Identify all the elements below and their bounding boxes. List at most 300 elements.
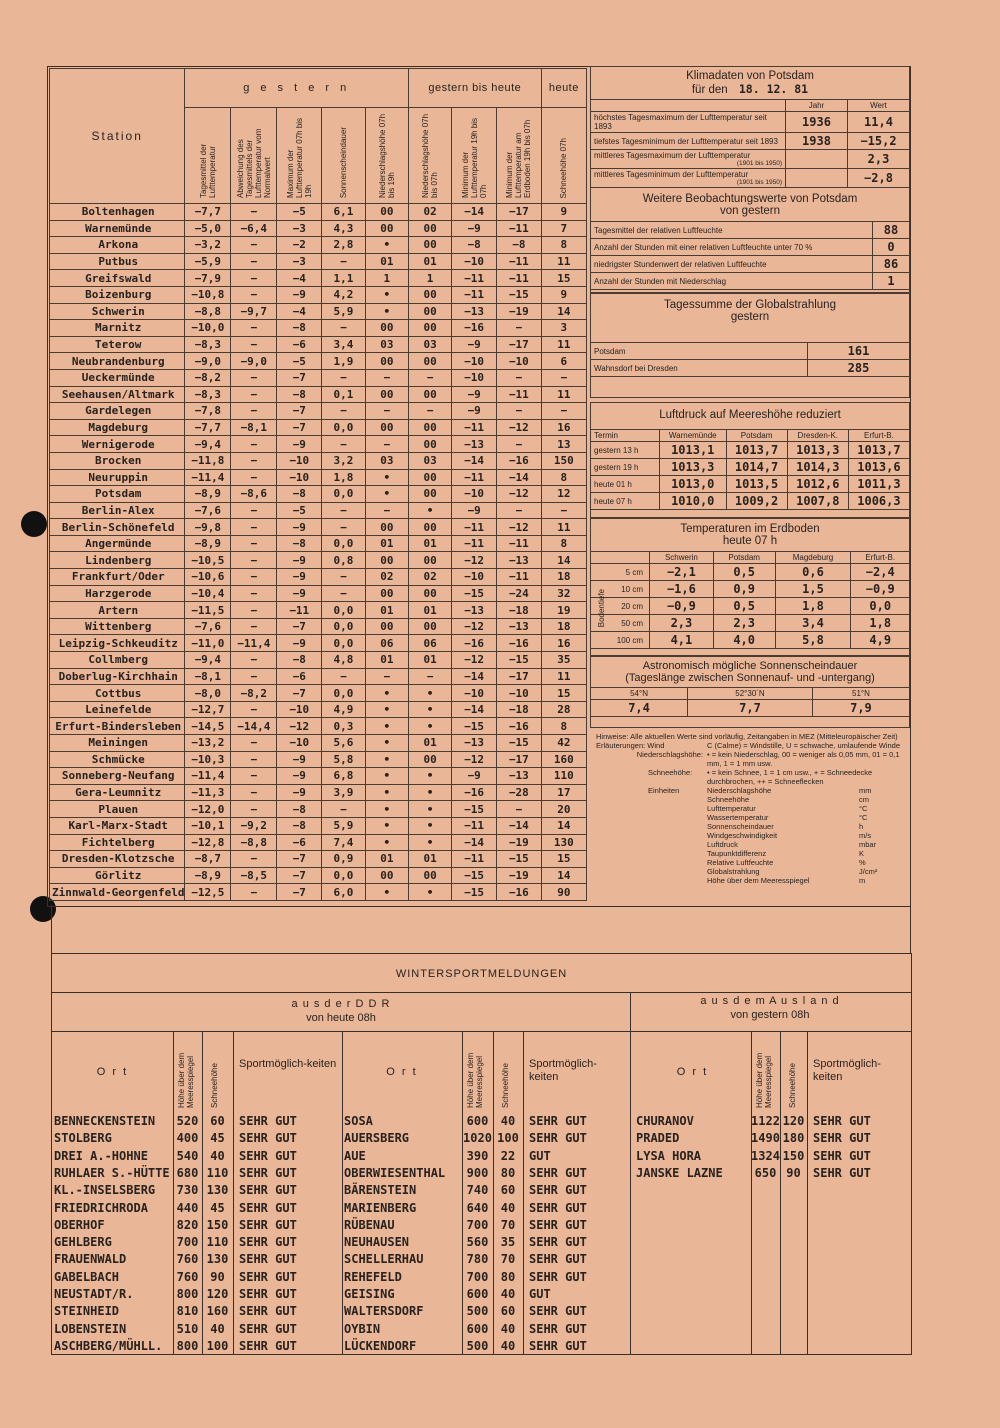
- station-value: −10: [452, 685, 497, 702]
- station-value: −11: [496, 569, 541, 586]
- erdboden-row: 100 cm 4,1 4,0 5,8 4,9: [591, 632, 909, 649]
- heute-header: heute: [541, 69, 586, 108]
- station-value: 13: [541, 436, 586, 453]
- station-value: •: [365, 486, 408, 503]
- erdboden-row: 50 cm 2,3 2,3 3,4 1,8: [591, 615, 909, 632]
- station-value: −10,0: [185, 320, 231, 337]
- station-value: −7,9: [185, 270, 231, 287]
- station-value: −15: [496, 735, 541, 752]
- einheit-row: Wassertemperatur °C: [707, 813, 868, 822]
- station-name: Boltenhagen: [50, 204, 185, 221]
- luftdruck-row: heute 01 h 1013,0 1013,5 1012,6 1011,3: [591, 476, 909, 493]
- station-value: −17: [496, 668, 541, 685]
- station-value: −9,4: [185, 436, 231, 453]
- luftdruck-row: gestern 19 h 1013,3 1014,7 1014,3 1013,6: [591, 459, 909, 476]
- einheit-row: Globalstrahlung J/cm²: [707, 867, 878, 876]
- station-value: −11: [452, 270, 497, 287]
- table-row: [50, 519, 587, 536]
- station-value: 11: [541, 253, 586, 270]
- station-value: 15: [541, 685, 586, 702]
- station-value: −9: [277, 436, 322, 453]
- station-value: −9,4: [185, 652, 231, 669]
- station-value: −14: [452, 834, 497, 851]
- station-value: •: [408, 817, 451, 834]
- station-value: −11,4: [185, 469, 231, 486]
- station-value: −9,2: [231, 817, 277, 834]
- station-value: −11,4: [231, 635, 277, 652]
- station-value: −8,5: [231, 867, 277, 884]
- station-value: −11: [452, 286, 497, 303]
- station-value: −8,3: [185, 336, 231, 353]
- station-value: •: [408, 784, 451, 801]
- station-value: •: [365, 884, 408, 901]
- station-value: 02: [408, 569, 451, 586]
- station-value: •: [365, 751, 408, 768]
- station-value: 0,8: [322, 552, 366, 569]
- col-header: Maximum der Lufttemperatur 07h bis 19h: [277, 108, 322, 204]
- einheit-row: Relative Luftfeuchte %: [707, 858, 866, 867]
- station-name: Berlin-Alex: [50, 502, 185, 519]
- station-value: −: [322, 569, 366, 586]
- station-name: Görlitz: [50, 867, 185, 884]
- gestern-header: g e s t e r n: [185, 69, 409, 108]
- station-name: Schwerin: [50, 303, 185, 320]
- station-value: −6: [277, 834, 322, 851]
- station-value: −9,0: [231, 353, 277, 370]
- station-value: 4,9: [322, 701, 366, 718]
- station-value: 00: [365, 618, 408, 635]
- klima-title: Klimadaten von Potsdam: [686, 70, 814, 82]
- station-value: −13,2: [185, 735, 231, 752]
- station-value: −7,6: [185, 502, 231, 519]
- station-value: −8,0: [185, 685, 231, 702]
- einheit-row: Windgeschwindigkeit m/s: [707, 831, 872, 840]
- klima-date: 18. 12. 81: [738, 82, 809, 96]
- station-value: −3: [277, 253, 322, 270]
- weitere-row: Anzahl der Stunden mit einer relativen Luftfeuchte unter 70 % 0: [591, 239, 909, 256]
- station-value: −: [231, 320, 277, 337]
- station-value: −5: [277, 204, 322, 221]
- station-value: −12,8: [185, 834, 231, 851]
- luftdruck-row: heute 07 h 1010,0 1009,2 1007,8 1006,3: [591, 493, 909, 510]
- station-value: −: [231, 270, 277, 287]
- ausland-heading: a u s d e m A u s l a n d von gestern 08h: [700, 995, 840, 1021]
- station-value: −8: [277, 486, 322, 503]
- station-value: −8: [277, 652, 322, 669]
- table-row: [50, 220, 587, 237]
- table-row: [50, 286, 587, 303]
- station-value: −7,8: [185, 403, 231, 420]
- table-row: [50, 585, 587, 602]
- station-value: −8: [277, 386, 322, 403]
- station-value: 11: [541, 668, 586, 685]
- station-value: 11: [541, 336, 586, 353]
- station-value: −4: [277, 270, 322, 287]
- klima-row: mittleres Tagesminimum der Lufttemperatur (1901 bis 1950) −2,8: [591, 169, 909, 188]
- station-value: 4,3: [322, 220, 366, 237]
- station-value: 14: [541, 817, 586, 834]
- station-value: 6,8: [322, 768, 366, 785]
- station-value: −10: [452, 569, 497, 586]
- station-value: −: [231, 502, 277, 519]
- station-value: 9: [541, 204, 586, 221]
- station-value: •: [408, 801, 451, 818]
- station-value: −8,3: [185, 386, 231, 403]
- station-value: 15: [541, 270, 586, 287]
- station-value: −9: [452, 403, 497, 420]
- station-value: −: [231, 602, 277, 619]
- station-name: Putbus: [50, 253, 185, 270]
- table-row: [50, 320, 587, 337]
- station-value: 32: [541, 585, 586, 602]
- table-row: [50, 652, 587, 669]
- station-value: −10: [496, 353, 541, 370]
- station-value: 01: [365, 851, 408, 868]
- station-value: −14: [452, 668, 497, 685]
- station-value: 01: [365, 535, 408, 552]
- station-value: −: [231, 618, 277, 635]
- table-row: [50, 204, 587, 221]
- station-value: −11,8: [185, 452, 231, 469]
- station-value: 00: [365, 519, 408, 536]
- station-value: •: [408, 718, 451, 735]
- station-name: Warnemünde: [50, 220, 185, 237]
- weitere-row: Tagesmittel der relativen Luftfeuchte 88: [591, 222, 909, 239]
- erdboden-row: 5 cm −2,1 0,5 0,6 −2,4: [591, 564, 909, 581]
- table-row: [50, 386, 587, 403]
- table-row: [50, 701, 587, 718]
- station-value: −14: [452, 452, 497, 469]
- station-value: −7: [277, 419, 322, 436]
- station-value: −12,7: [185, 701, 231, 718]
- table-row: [50, 668, 587, 685]
- station-value: 14: [541, 303, 586, 320]
- station-value: −: [231, 286, 277, 303]
- table-row: [50, 336, 587, 353]
- station-value: 00: [408, 519, 451, 536]
- station-value: −: [408, 369, 451, 386]
- station-value: 11: [541, 519, 586, 536]
- station-name: Brocken: [50, 452, 185, 469]
- station-value: −: [496, 369, 541, 386]
- global-table: [591, 342, 909, 377]
- station-value: −7,7: [185, 204, 231, 221]
- station-value: −: [322, 403, 366, 420]
- station-value: −: [231, 535, 277, 552]
- mid-band: [51, 905, 911, 954]
- station-value: 12: [541, 486, 586, 503]
- station-name: Plauen: [50, 801, 185, 818]
- table-row: [50, 801, 587, 818]
- station-value: −: [496, 801, 541, 818]
- station-value: •: [365, 685, 408, 702]
- station-value: 3,4: [322, 336, 366, 353]
- table-row: [50, 237, 587, 254]
- station-value: −10: [452, 369, 497, 386]
- station-value: −9: [452, 336, 497, 353]
- station-name: Collmberg: [50, 652, 185, 669]
- station-value: −: [231, 386, 277, 403]
- station-value: 0,1: [322, 386, 366, 403]
- table-row: [50, 602, 587, 619]
- station-value: −: [408, 403, 451, 420]
- station-value: 14: [541, 867, 586, 884]
- astro-table: 54°N 52°30´N 51°N 7,4 7,7 7,9: [591, 687, 909, 717]
- station-value: −: [541, 403, 586, 420]
- station-value: −: [231, 751, 277, 768]
- station-value: 3,9: [322, 784, 366, 801]
- station-value: 00: [408, 486, 451, 503]
- station-value: 0,0: [322, 419, 366, 436]
- station-value: −11: [452, 469, 497, 486]
- station-value: −: [496, 436, 541, 453]
- station-value: −7: [277, 369, 322, 386]
- station-value: −14: [496, 469, 541, 486]
- station-value: −: [365, 436, 408, 453]
- station-value: 00: [365, 552, 408, 569]
- station-name: Seehausen/Altmark: [50, 386, 185, 403]
- col-header: Abweichung des Tagesmittels der Lufttemperatur vom Normalwert: [231, 108, 277, 204]
- station-value: 00: [408, 552, 451, 569]
- station-name: Leipzig-Schkeuditz: [50, 635, 185, 652]
- station-value: −: [231, 369, 277, 386]
- station-value: −9: [452, 768, 497, 785]
- station-value: •: [408, 884, 451, 901]
- station-value: 6,0: [322, 884, 366, 901]
- table-row: [50, 817, 587, 834]
- station-name: Dresden-Klotzsche: [50, 851, 185, 868]
- station-value: −: [231, 784, 277, 801]
- station-value: 35: [541, 652, 586, 669]
- station-value: 8: [541, 535, 586, 552]
- station-value: −17: [496, 204, 541, 221]
- station-value: 5,9: [322, 303, 366, 320]
- station-value: 130: [541, 834, 586, 851]
- station-value: −16: [452, 320, 497, 337]
- station-value: −12: [452, 652, 497, 669]
- luftdruck-table: Termin Warnemünde Potsdam Dresden-K. Erfurt-B. gestern 13 h 1013,1 1013,7 1013,3 1013,7 gestern 19 h 1013,3 1014,7 1014,3 1013,6 heute 01 h 1013,0 1013,5 1012,6 1011,3 heute 07 h 1010,0 1009,2 1007,8 1006,3: [591, 429, 909, 510]
- station-value: −: [322, 585, 366, 602]
- station-value: −8,6: [231, 486, 277, 503]
- col-header: Niederschlagshöhe 07h bis 07h: [408, 108, 451, 204]
- station-value: −9: [277, 768, 322, 785]
- station-value: −10: [277, 735, 322, 752]
- station-value: −10: [496, 685, 541, 702]
- station-value: −9: [277, 569, 322, 586]
- station-value: −7: [277, 851, 322, 868]
- station-value: 00: [408, 469, 451, 486]
- station-value: −: [231, 253, 277, 270]
- station-value: −8: [452, 237, 497, 254]
- einheit-row: Schneehöhe cm: [707, 795, 869, 804]
- station-value: 4,8: [322, 652, 366, 669]
- station-value: −13: [496, 768, 541, 785]
- station-value: 00: [408, 286, 451, 303]
- station-value: 00: [408, 386, 451, 403]
- station-value: 01: [365, 602, 408, 619]
- station-value: 02: [365, 569, 408, 586]
- station-value: 0,0: [322, 635, 366, 652]
- erdboden-table: Schwerin Potsdam Magdeburg Erfurt-B. 5 cm −2,1 0,5 0,6 −2,4 10 cm −1,6 0,9 1,5 −0,9 20 cm −0,9 0,5 1,8 0,0 50 cm 2,3 2,3 3,4 1,8 100 cm 4,1 4,0 5,8 4,9: [591, 551, 909, 649]
- station-value: −8,9: [185, 486, 231, 503]
- station-value: −9: [452, 386, 497, 403]
- col-header: Tagesmittel der Lufttemperatur: [185, 108, 231, 204]
- station-value: 01: [365, 253, 408, 270]
- station-value: 5,9: [322, 817, 366, 834]
- station-value: −13: [452, 602, 497, 619]
- station-value: 2,8: [322, 237, 366, 254]
- station-value: 00: [408, 618, 451, 635]
- station-value: −4: [277, 303, 322, 320]
- station-value: −16: [452, 635, 497, 652]
- wintersport-section: WINTERSPORTMELDUNGEN a u s d e r D D R von heute 08h a u s d e m A u s l a n d von gestern 08h O r t Höhe über dem Meeresspiegel Schneehöhe Sportmöglich-keiten BENNECKENSTEIN 520 60 SEHR GUT STOLBERG 400 45 SEHR GUT DREI A.-HOHNE 540 40 SEHR GUT RUHLAER S.-HÜTTE 680 110 SEHR GUT KL.-INSELSBERG 730 130 SEHR GUT FRIEDRICHRODA 440 45 SEHR GUT OBERHOF 820 150 SEHR GUT GEHLBERG 700 110 SEHR GUT FRAUENWALD 760 130 SEHR GUT GABELBACH 760 90 SEHR GUT NEUSTADT/R. 800 120 SEHR GUT STEINHEID 810 160 SEHR GUT LOBENSTEIN 510 40 SEHR GUT ASCHBERG/MÜHLL. 800 100 SEHR GUT O r t Höhe über dem Meeresspiegel Schneehöhe Sportmöglich-keiten SOSA 600 40 SEHR GUT AUERSBERG 1020 100 SEHR GUT AUE 390 22 GUT OBERWIESENTHAL 900 80 SEHR GUT BÄRENSTEIN 740 60 SEHR GUT MARIENBERG 640 40 SEHR GUT RÜBENAU 700 70 SEHR GUT NEUHAUSEN 560 35 SEHR GUT SCHELLERHAU 780 70 SEHR GUT REHEFELD 700 80 SEHR GUT GEISING 600 40 GUT WALTERSDORF 500 60 SEHR GUT OYBIN 600 40 SEHR GUT LÜCKENDORF 500 40 SEHR GUT O r t Höhe über dem Meeresspiegel Schneehöhe Sportmöglich-keiten CHURANOV 1122 120 SEHR GUT PRADED 1490 180 SEHR GUT LYSA HORA 1324 150 SEHR GUT JANSKE LAZNE 650 90 SEHR GUT: [51, 953, 912, 1355]
- col-header: Sonnenscheindauer: [322, 108, 366, 204]
- station-value: −15: [496, 286, 541, 303]
- station-name: Meiningen: [50, 735, 185, 752]
- table-row: [50, 768, 587, 785]
- station-value: 01: [408, 735, 451, 752]
- table-row: [50, 369, 587, 386]
- station-value: 00: [408, 436, 451, 453]
- station-value: 20: [541, 801, 586, 818]
- station-value: 28: [541, 701, 586, 718]
- station-value: •: [365, 286, 408, 303]
- station-value: −: [231, 452, 277, 469]
- station-value: 01: [365, 652, 408, 669]
- station-value: •: [365, 784, 408, 801]
- station-rows: [50, 204, 587, 901]
- station-value: •: [365, 237, 408, 254]
- station-value: −10,4: [185, 585, 231, 602]
- station-value: 06: [408, 635, 451, 652]
- station-value: −12: [452, 751, 497, 768]
- station-value: −11: [452, 519, 497, 536]
- station-value: −11,4: [185, 768, 231, 785]
- luftdruck-row: gestern 13 h 1013,1 1013,7 1013,3 1013,7: [591, 442, 909, 459]
- station-value: −6,4: [231, 220, 277, 237]
- station-value: 6,1: [322, 204, 366, 221]
- station-name: Arkona: [50, 237, 185, 254]
- station-value: −13: [496, 618, 541, 635]
- station-value: 01: [408, 535, 451, 552]
- station-value: •: [408, 701, 451, 718]
- station-name: Artern: [50, 602, 185, 619]
- klima-row: höchstes Tagesmaximum der Lufttemperatur seit 1893 1936 11,4: [591, 112, 909, 133]
- station-value: −14: [452, 204, 497, 221]
- table-row: [50, 303, 587, 320]
- station-value: 06: [365, 635, 408, 652]
- station-value: −8,8: [185, 303, 231, 320]
- table-row: [50, 685, 587, 702]
- station-value: −8: [277, 320, 322, 337]
- table-row: [50, 569, 587, 586]
- station-value: −15: [496, 851, 541, 868]
- station-value: 01: [408, 851, 451, 868]
- station-value: 00: [365, 320, 408, 337]
- klima-date-line: für den 18. 12. 81: [691, 82, 809, 96]
- table-row: [50, 884, 587, 901]
- station-value: −10,8: [185, 286, 231, 303]
- station-value: 00: [365, 419, 408, 436]
- station-value: 00: [408, 303, 451, 320]
- station-value: −14: [496, 817, 541, 834]
- station-value: −17: [496, 336, 541, 353]
- station-value: 00: [365, 585, 408, 602]
- weitere-subtitle: von gestern: [719, 205, 781, 217]
- station-value: −16: [496, 884, 541, 901]
- col-header: Minimum der Lufttemperatur am Erdboden 19h bis 07h: [496, 108, 541, 204]
- station-name: Sonneberg-Neufang: [50, 768, 185, 785]
- station-value: −: [365, 403, 408, 420]
- station-value: −: [231, 552, 277, 569]
- station-value: 02: [408, 204, 451, 221]
- station-value: −8,1: [185, 668, 231, 685]
- station-value: −: [231, 436, 277, 453]
- station-value: −8,9: [185, 535, 231, 552]
- station-value: 03: [408, 336, 451, 353]
- global-subtitle: gestern: [730, 311, 770, 323]
- station-value: 42: [541, 735, 586, 752]
- station-name: Wittenberg: [50, 618, 185, 635]
- station-value: 8: [541, 469, 586, 486]
- station-value: −16: [452, 784, 497, 801]
- station-value: 16: [541, 419, 586, 436]
- weitere-panel: [590, 187, 910, 293]
- station-value: 18: [541, 569, 586, 586]
- table-row: [50, 253, 587, 270]
- table-row: [50, 635, 587, 652]
- station-name: Magdeburg: [50, 419, 185, 436]
- station-value: 01: [408, 253, 451, 270]
- station-value: −8,9: [185, 867, 231, 884]
- station-value: −: [322, 320, 366, 337]
- station-value: −15: [452, 801, 497, 818]
- station-value: 0,0: [322, 486, 366, 503]
- station-value: −7: [277, 884, 322, 901]
- station-value: −: [231, 403, 277, 420]
- station-value: −24: [496, 585, 541, 602]
- station-value: 01: [408, 602, 451, 619]
- station-value: •: [408, 768, 451, 785]
- station-name: Teterow: [50, 336, 185, 353]
- table-row: [50, 718, 587, 735]
- station-value: −: [541, 369, 586, 386]
- station-value: 4,2: [322, 286, 366, 303]
- station-value: −12,5: [185, 884, 231, 901]
- hinweise: Hinweise: Alle aktuellen Werte sind vorläufig, Zeitangaben in MEZ (Mitteleuropäischer Zeit) Erläuterungen: Wind C (Calme) = Windstille, U = schwache, umlaufende Winde Niederschlagshöhe: • = kein Niederschlag, 00 = weniger als 0,05 mm, 01 = 0,1 mm, 1 = 1 mm usw. Schneehöhe: • = kein Schnee, 1 = 1 cm usw., + = Schneedecke durchbrochen, ++ = Schneeflecken Einheiten Niederschlagshöhe mm Schneehöhe cm Lufttemperatur °C Wassertemperatur °C Sonnenscheindauer h Windgeschwindigkeit m/s Luftdruck mbar Taupunktdifferenz K Relative Luftfeuchte % Globalstrahlung J/cm² Höhe über dem Meeresspiegel m: [596, 732, 908, 885]
- station-value: −14: [452, 701, 497, 718]
- station-name: Berlin-Schönefeld: [50, 519, 185, 536]
- station-value: −11: [496, 386, 541, 403]
- station-value: −11: [452, 419, 497, 436]
- station-value: •: [365, 768, 408, 785]
- station-value: 1,9: [322, 353, 366, 370]
- global-panel: [590, 293, 910, 398]
- station-value: −11: [496, 535, 541, 552]
- station-value: 90: [541, 884, 586, 901]
- station-value: −10,3: [185, 751, 231, 768]
- station-value: •: [408, 502, 451, 519]
- station-value: −: [322, 519, 366, 536]
- station-value: −7,7: [185, 419, 231, 436]
- table-row: [50, 867, 587, 884]
- station-value: −11: [452, 851, 497, 868]
- station-value: −10: [452, 353, 497, 370]
- table-row: [50, 353, 587, 370]
- station-value: −15: [452, 884, 497, 901]
- station-value: 7,4: [322, 834, 366, 851]
- weitere-row: niedrigster Stundenwert der relativen Luftfeuchte 86: [591, 256, 909, 273]
